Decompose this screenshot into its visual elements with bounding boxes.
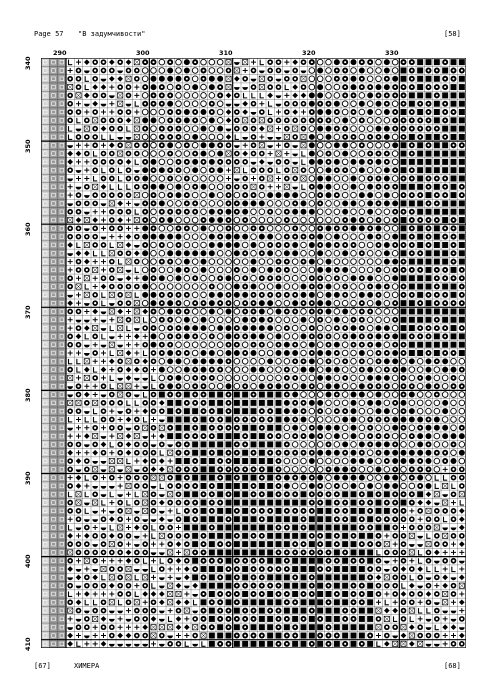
row-number-400: 400 [24, 554, 32, 568]
column-number-320: 320 [302, 49, 316, 57]
row-number-390: 390 [24, 471, 32, 485]
column-number-300: 300 [136, 49, 150, 57]
row-number-370: 370 [24, 305, 32, 319]
column-number-330: 330 [385, 49, 399, 57]
row-number-350: 350 [24, 139, 32, 153]
column-number-290: 290 [53, 49, 67, 57]
cross-stitch-chart [41, 58, 466, 648]
page-label: Page 57 [34, 30, 64, 38]
row-number-360: 360 [24, 222, 32, 236]
footer-left-ref: [67] [34, 662, 51, 670]
stitch-cells [41, 58, 66, 648]
footer-title: ХИМЕРА [74, 662, 100, 670]
stitch-symbols [43, 59, 464, 647]
row-number-340: 340 [24, 56, 32, 70]
row-number-410: 410 [24, 637, 32, 651]
pattern-title: "В задумчивости" [78, 30, 146, 38]
column-number-310: 310 [219, 49, 233, 57]
row-number-380: 380 [24, 388, 32, 402]
page-ref: [58] [444, 30, 461, 38]
footer-right-ref: [68] [444, 662, 461, 670]
